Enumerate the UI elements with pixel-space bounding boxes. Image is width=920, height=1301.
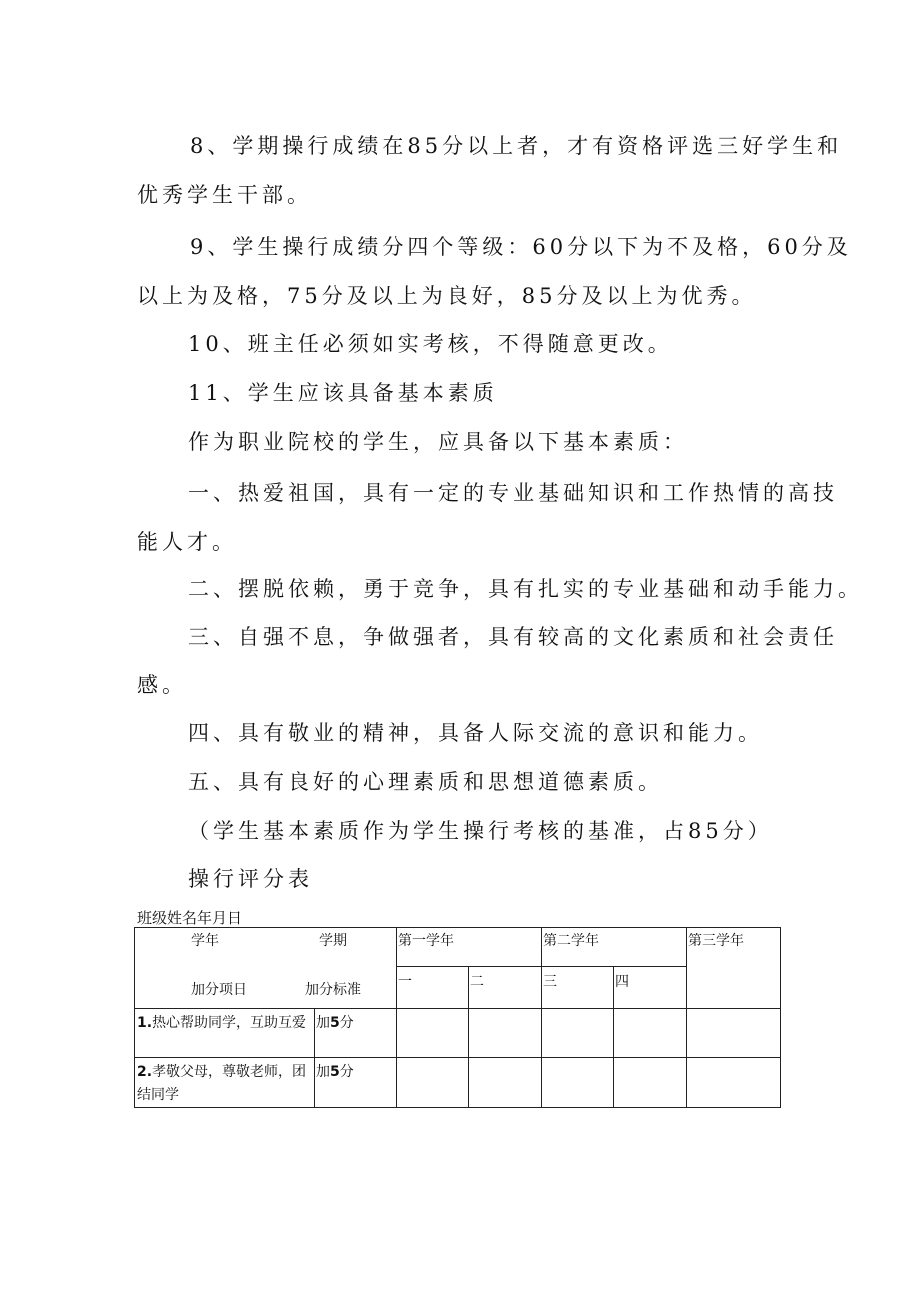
score-cell[interactable] — [614, 1058, 687, 1108]
header-term-3: 三 — [542, 967, 614, 1009]
table-header-row-1 — [135, 928, 781, 967]
score-cell[interactable] — [614, 1009, 687, 1058]
row-number: 1. — [137, 1015, 153, 1031]
score-cell[interactable] — [687, 1009, 781, 1058]
header-year-2: 第二学年 — [542, 928, 687, 967]
header-jiafen-xiangmu: 加分项日 — [191, 982, 247, 998]
row-item-cell — [135, 1058, 315, 1108]
table-meta-line: 班级姓名年月日 — [137, 909, 243, 927]
header-term-2: 二 — [469, 967, 542, 1009]
header-term-4: 四 — [614, 967, 687, 1009]
document-page: 8、学期操行成绩在85分以上者，才有资格评选三好学生和 优秀学生干部。 9、学生操行成绩分四个等级：60分以下为不及格，60分及 以上为及格，75分及以上为良好，85分及以上为优秀。 10、班主任必须如实考核，不得随意更改。 11、学生应该具备基本素质 作为职业院校的学生，应具备以下基本素质： 一、热爱祖国，具有一定的专业基础知识和工作热情的高技 能人才。 二、摆脱依赖，勇于竞争，具有扎实的专业基础和动手能力。 三、自强不息，争做强者，具有较高的文化素质和社会责任 感。 四、具有敬业的精神，具备人际交流的意识和能力。 五、具有良好的心理素质和思想道德素质。 （学生基本素质作为学生操行考核的基准，占85分） 操行评分表 班级姓名年月日 学年 学期 加分项日 加分标准 第一学年 第二学年 第三学年 一 二 三 四 1.热心帮助同学，互助互爱 加5分 2.孝敬父母，尊敬老师，团结同学 加5分 — [0, 0, 920, 1301]
score-cell[interactable] — [469, 1058, 542, 1108]
score-cell[interactable] — [469, 1009, 542, 1058]
row-item-text: 孝敬父母，尊敬老师，团结同学 — [137, 1064, 307, 1103]
score-cell[interactable] — [397, 1058, 469, 1108]
score-cell[interactable] — [542, 1058, 614, 1108]
table-row — [135, 1058, 781, 1108]
score-cell[interactable] — [542, 1009, 614, 1058]
header-year-1: 第一学年 — [397, 928, 542, 967]
row-item-cell — [135, 1009, 315, 1058]
header-xueqi: 学期 — [319, 933, 347, 949]
header-xuenian: 学年 — [191, 933, 219, 949]
diagonal-header-cell — [135, 928, 397, 1009]
row-number: 2. — [137, 1064, 153, 1080]
row-item-text: 热心帮助同学，互助互爱 — [152, 1015, 307, 1031]
table-row — [135, 1009, 781, 1058]
conduct-score-table — [134, 927, 781, 1108]
row-standard-cell: 加5分 — [315, 1058, 397, 1108]
row-standard-cell: 加5分 — [315, 1009, 397, 1058]
score-cell[interactable] — [687, 1058, 781, 1108]
score-cell[interactable] — [397, 1009, 469, 1058]
header-term-1: 一 — [397, 967, 469, 1009]
header-jiafen-biaozhun: 加分标准 — [305, 982, 361, 998]
header-year-3: 第三学年 — [687, 928, 781, 1009]
